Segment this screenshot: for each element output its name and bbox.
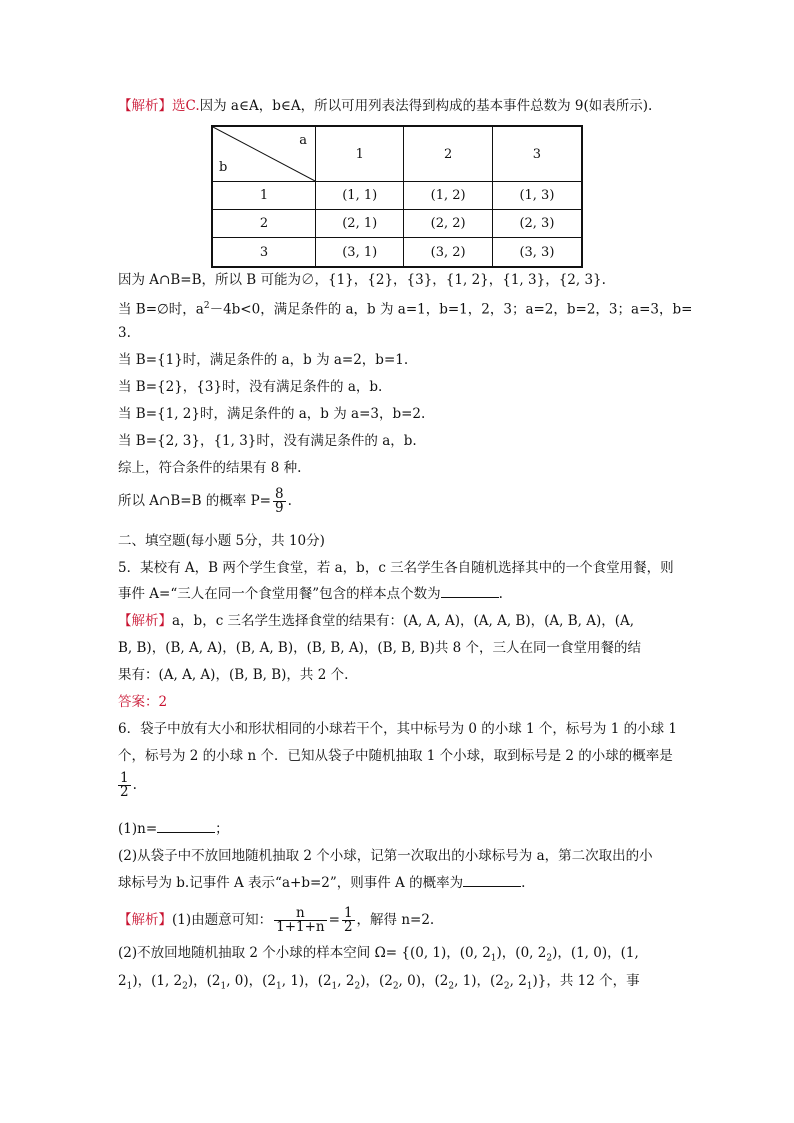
corner-label-b: b bbox=[219, 160, 228, 175]
fraction bbox=[118, 772, 131, 799]
text-line bbox=[118, 297, 692, 319]
text-span: 球标号为 b.记事件 A 表示“a+b=2”，则事件 A 的概率为 bbox=[118, 875, 464, 891]
solution-line-1 bbox=[118, 97, 652, 115]
text-span: a，b，c 三名学生选择食堂的结果有：(A, A, A)，(A, A, B)，(A, B, A)，(A, bbox=[172, 613, 635, 629]
question-5-line-2 bbox=[118, 585, 503, 603]
analysis-6-line-3 bbox=[118, 972, 640, 996]
subscript: 2 bbox=[354, 981, 361, 992]
text-span: 事件 A=“三人在同一个食堂用餐”包含的样本点个数为 bbox=[118, 586, 441, 602]
fraction bbox=[274, 907, 327, 934]
text-line: 因为 A∩B=B，所以 B 可能为∅，{1}，{2}，{3}，{1, 2}，{1, 3}，{2, 3}. bbox=[118, 272, 606, 288]
text-line: 当 B={2}，{3}时，没有满足条件的 a，b. bbox=[118, 379, 383, 395]
subscript: 2 bbox=[448, 981, 455, 992]
text-span: . bbox=[521, 875, 526, 891]
text-span: －4b<0，满足条件的 a，b 为 a=1，b=1，2，3；a=2，b=2，3；a=3，b= bbox=[209, 301, 693, 318]
answer-choice: 选C. bbox=[172, 98, 200, 114]
table-corner-cell bbox=[212, 126, 316, 182]
text-span: 所以 A∩B=B 的概率 P= bbox=[118, 493, 271, 509]
fraction-denominator: 2 bbox=[343, 919, 353, 935]
superscript: 2 bbox=[203, 301, 210, 311]
subscript: 2 bbox=[546, 953, 553, 964]
col-header: 3 bbox=[492, 126, 582, 182]
text-span: . bbox=[498, 586, 503, 602]
text-span: (1)n= bbox=[118, 821, 158, 837]
text-span: )，(1, 2 bbox=[132, 973, 183, 989]
row-header: 3 bbox=[212, 238, 316, 267]
table-row bbox=[212, 182, 582, 210]
text-span: , 0)，(2 bbox=[398, 973, 449, 989]
text-span: )}，共 12 个，事 bbox=[532, 973, 640, 989]
question-6-line-2: 个，标号为 2 的小球 n 个．已知从袋子中随机抽取 1 个小球，取到标号是 2 的小球的概率是 bbox=[118, 748, 673, 764]
subscript: 1 bbox=[126, 981, 133, 992]
question-6-part-2-line-2 bbox=[118, 874, 525, 892]
row-header: 1 bbox=[212, 182, 316, 210]
subscript: 2 bbox=[503, 981, 510, 992]
subscript: 1 bbox=[490, 953, 497, 964]
question-6-line-1: 6．袋子中放有大小和形状相同的小球若干个，其中标号为 0 的小球 1 个，标号为 1 的小球 1 bbox=[118, 721, 677, 737]
text-span: , 1)，(2 bbox=[281, 973, 332, 989]
table-cell: (2, 2) bbox=[404, 210, 492, 238]
fraction bbox=[273, 488, 286, 515]
col-header: 2 bbox=[404, 126, 492, 182]
text-span: )，(2 bbox=[187, 973, 221, 989]
subscript: 1 bbox=[526, 981, 533, 992]
subscript: 2 bbox=[392, 981, 399, 992]
question-5-line-1: 5．某校有 A，B 两个学生食堂，若 a，b，c 三名学生各自随机选择其中的一个食堂用餐，则 bbox=[118, 560, 674, 576]
row-header: 2 bbox=[212, 210, 316, 238]
analysis-5-line-1 bbox=[118, 612, 634, 630]
text-line: 综上，符合条件的结果有 8 种. bbox=[118, 460, 302, 476]
fraction bbox=[342, 907, 355, 934]
text-span: . bbox=[287, 493, 292, 509]
answer-blank bbox=[463, 874, 521, 887]
text-span: = bbox=[328, 912, 340, 928]
table-cell: (1, 1) bbox=[316, 182, 404, 210]
answer-blank bbox=[441, 585, 499, 598]
question-6-part-2-line-1: (2)从袋子中不放回地随机抽取 2 个小球，记第一次取出的小球标号为 a，第二次取出的小 bbox=[118, 848, 653, 864]
table-row bbox=[212, 238, 582, 267]
subscript: 1 bbox=[276, 981, 282, 992]
text-span: (1)由题意可知： bbox=[172, 912, 273, 928]
subscript: 2 bbox=[182, 981, 188, 992]
analysis-5-line-3: 果有：(A, A, A)，(B, B, B)，共 2 个. bbox=[118, 667, 349, 683]
text-span: , 0)，(2 bbox=[226, 973, 277, 989]
table-cell: (1, 2) bbox=[404, 182, 492, 210]
table-cell: (1, 3) bbox=[492, 182, 582, 210]
text-line: 当 B={2, 3}，{1, 3}时，没有满足条件的 a，b. bbox=[118, 433, 417, 449]
text-span: )，(1, 0)，(1, bbox=[552, 945, 639, 961]
table-cell: (2, 1) bbox=[316, 210, 404, 238]
fraction-denominator: 1+1+n bbox=[276, 919, 325, 935]
col-header: 1 bbox=[316, 126, 404, 182]
text-line: 当 B={1}时，满足条件的 a，b 为 a=2，b=1. bbox=[118, 352, 409, 368]
answer-5: 答案：2 bbox=[118, 694, 168, 710]
question-6-part-1 bbox=[118, 820, 229, 838]
section-heading: 二、填空题(每小题 5分，共 10分) bbox=[118, 533, 325, 549]
table-row bbox=[212, 210, 582, 238]
fraction-numerator: 8 bbox=[274, 486, 284, 502]
analysis-label: 【解析】 bbox=[118, 912, 172, 928]
probability-line bbox=[118, 488, 292, 515]
question-6-line-3 bbox=[118, 772, 137, 799]
solution-text: 因为 a∈A，b∈A，所以可用列表法得到构成的基本事件总数为 9(如表所示). bbox=[199, 98, 653, 114]
text-span: , 2 bbox=[509, 973, 527, 989]
text-line: 当 B={1, 2}时，满足条件的 a，b 为 a=3，b=2. bbox=[118, 406, 426, 422]
text-span: ； bbox=[215, 821, 229, 837]
text-span: )，(2 bbox=[360, 973, 393, 989]
fraction-numerator: 1 bbox=[343, 905, 353, 921]
fraction-numerator: n bbox=[274, 907, 327, 921]
analysis-6-line-1 bbox=[118, 907, 434, 934]
text-span: 2 bbox=[118, 973, 127, 989]
outcome-table bbox=[211, 125, 583, 268]
table-cell: (2, 3) bbox=[492, 210, 582, 238]
analysis-6-line-2 bbox=[118, 944, 639, 968]
text-span: 当 B=∅时，a bbox=[118, 301, 204, 318]
subscript: 1 bbox=[331, 981, 338, 992]
fraction-numerator: 1 bbox=[120, 770, 129, 786]
table-cell: (3, 1) bbox=[316, 238, 404, 267]
analysis-label: 【解析】 bbox=[118, 613, 172, 629]
corner-label-a: a bbox=[299, 133, 307, 148]
table-cell: (3, 2) bbox=[404, 238, 492, 267]
analysis-label: 【解析】 bbox=[118, 98, 172, 114]
subscript: 1 bbox=[220, 981, 227, 992]
text-span: (2)不放回地随机抽取 2 个小球的样本空间 Ω= {(0, 1)，(0, 2 bbox=[118, 945, 491, 961]
text-span: , 1)，(2 bbox=[454, 973, 504, 989]
table-cell: (3, 3) bbox=[492, 238, 582, 267]
analysis-5-line-2: B, B)，(B, A, A)，(B, A, B)，(B, B, A)，(B, B, B)共 8 个，三人在同一食堂用餐的结 bbox=[118, 640, 642, 656]
fraction-denominator: 9 bbox=[274, 500, 284, 516]
text-span: )，(0, 2 bbox=[496, 945, 547, 961]
text-span: . bbox=[132, 777, 137, 793]
text-line: 3. bbox=[118, 325, 131, 341]
answer-blank bbox=[157, 820, 215, 833]
text-span: ，解得 n=2. bbox=[356, 912, 435, 928]
fraction-denominator: 2 bbox=[120, 784, 129, 800]
text-span: , 2 bbox=[337, 973, 355, 989]
